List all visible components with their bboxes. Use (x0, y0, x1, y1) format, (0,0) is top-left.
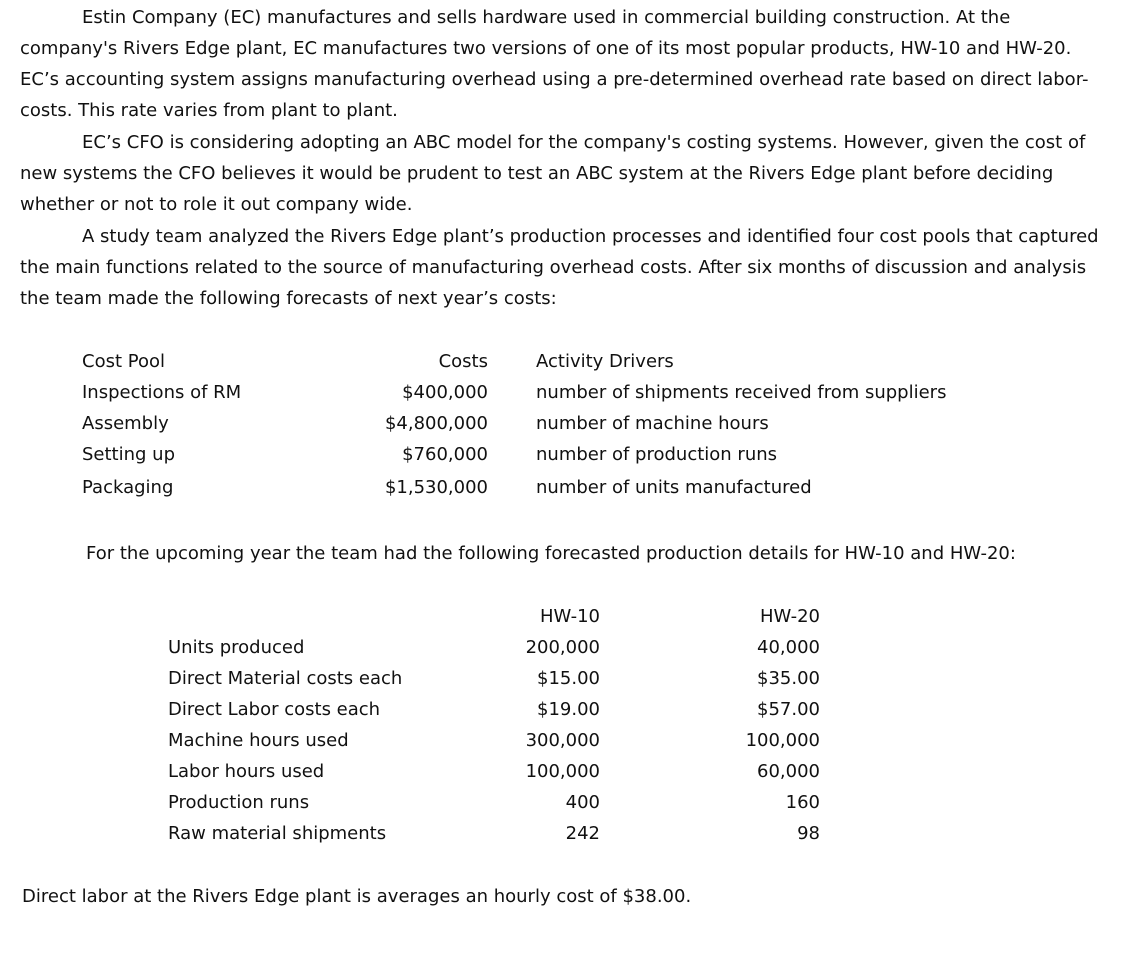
production-hw20-value: 40,000 (757, 637, 820, 658)
production-hw20-value: 100,000 (745, 730, 820, 751)
production-row-label: Direct Material costs each (168, 668, 403, 689)
cost-pool-name: Packaging (82, 477, 174, 498)
production-hw10-value: 242 (565, 823, 600, 844)
cost-pool-name: Assembly (82, 413, 169, 434)
cost-pool-name: Setting up (82, 444, 176, 465)
production-intro: For the upcoming year the team had the following forecasted production details for HW-10 and HW-20: (86, 543, 1016, 564)
intro-paragraph-2: EC’s CFO is considering adopting an ABC model for the company's costing systems. However, given the cost of new systems the CFO believes it would be prudent to test an ABC system at the Rivers Edge plant before deciding whether or not to role it out company wide. (20, 132, 1086, 215)
cost-pool-driver: number of units manufactured (536, 477, 812, 498)
production-hw10-value: 400 (565, 792, 600, 813)
production-hw20-value: $35.00 (757, 668, 820, 689)
production-hw10-value: 300,000 (525, 730, 600, 751)
cost-pool-driver: number of machine hours (536, 413, 769, 434)
production-hw10-value: 200,000 (525, 637, 600, 658)
footer-note: Direct labor at the Rivers Edge plant is averages an hourly cost of $38.00. (22, 886, 692, 907)
cost-pool-header: Cost Pool (82, 351, 165, 372)
hw10-header: HW-10 (539, 606, 600, 627)
intro-paragraph-1: Estin Company (EC) manufactures and sells hardware used in commercial building construction. At the company's Rivers Edge plant, EC manufactures two versions of one of its most popular products, HW-10 and HW-20. EC’s accounting system assigns manufacturing overhead using a pre-determined overhead rate based on direct labor-costs. This rate varies from plant to plant. (20, 7, 1089, 121)
production-row-label: Direct Labor costs each (168, 699, 381, 720)
production-row-label: Raw material shipments (168, 823, 387, 844)
intro-paragraph-3: A study team analyzed the Rivers Edge plant’s production processes and identified four cost pools that captured the main functions related to the source of manufacturing overhead costs. After six months of discussion and analysis the team made the following forecasts of next year’s costs: (20, 226, 1099, 309)
cost-pool-driver: number of shipments received from suppliers (536, 382, 947, 403)
production-hw10-value: $19.00 (537, 699, 600, 720)
production-hw10-value: 100,000 (525, 761, 600, 782)
production-row-label: Labor hours used (168, 761, 325, 782)
production-row-label: Machine hours used (168, 730, 349, 751)
cost-pool-cost: $1,530,000 (384, 477, 488, 498)
hw20-header: HW-20 (759, 606, 820, 627)
cost-pool-cost: $760,000 (402, 444, 488, 465)
costs-header: Costs (438, 351, 488, 372)
cost-pool-cost: $4,800,000 (384, 413, 488, 434)
production-row-label: Units produced (168, 637, 305, 658)
cost-pool-name: Inspections of RM (82, 382, 242, 403)
production-hw20-value: 98 (797, 823, 820, 844)
production-hw20-value: $57.00 (757, 699, 820, 720)
production-hw10-value: $15.00 (537, 668, 600, 689)
cost-pool-driver: number of production runs (536, 444, 778, 465)
production-row-label: Production runs (168, 792, 310, 813)
production-hw20-value: 60,000 (757, 761, 820, 782)
production-hw20-value: 160 (785, 792, 820, 813)
cost-pool-cost: $400,000 (402, 382, 488, 403)
activity-drivers-header: Activity Drivers (536, 351, 674, 372)
